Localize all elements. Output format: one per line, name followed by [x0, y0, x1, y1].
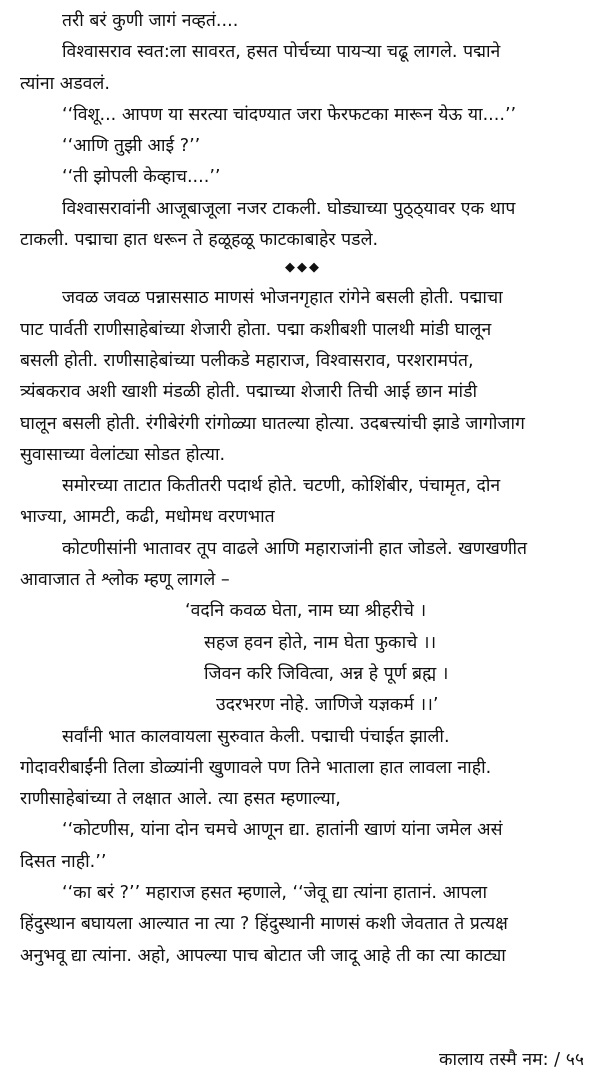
text-line: कोटणीसांनी भातावर तूप वाढले आणि महाराजांनी हात जोडले. खणखणीत: [62, 538, 528, 559]
text-line: सर्वांनी भात कालवायला सुरुवात केली. पद्माची पंचाईत झाली.: [62, 726, 450, 747]
text-line: समोरच्या ताटात कितीतरी पदार्थ होते. चटणी, कोशिंबीर, पंचामृत, दोन: [62, 476, 501, 497]
text-line: ‘‘कोटणीस, यांना दोन चमचे आणून द्या. हातांनी खाणं यांना जमेल असं: [62, 820, 503, 841]
text-line: विश्वासरावांनी आजूबाजूला नजर टाकली. घोड्याच्या पुठ्ठ्यावर एक थाप: [62, 198, 516, 219]
page-footer: कालाय तस्मै नम: / ५५: [439, 1050, 584, 1070]
text-line: ‘‘आणि तुझी आई ?’’: [62, 136, 201, 157]
section-divider: ◆◆◆: [285, 260, 321, 276]
text-line: त्यांना अडवलं.: [20, 73, 110, 94]
text-line: जवळ जवळ पन्नाससाठ माणसं भोजनगृहात रांगेने बसली होती. पद्माचा: [62, 288, 503, 309]
text-line: सुवासाच्या वेलांट्या सोडत होत्या.: [20, 444, 226, 465]
paragraph: [20, 194, 586, 257]
paragraph: [20, 100, 586, 131]
text-line: विश्वासराव स्वत:ला सावरत, हसत पोर्चच्या पायऱ्या चढू लागले. पद्माने: [62, 42, 501, 63]
section-3: [20, 722, 586, 972]
text-line: ‘‘ती झोपली केव्हाच....’’: [62, 167, 221, 188]
text-line: गोदावरीबाईंनी तिला डोळ्यांनी खुणावले पण तिने भाताला हात लावला नाही.: [20, 757, 492, 778]
verse-line: उदरभरण नोहे. जाणिजे यज्ञकर्म ।।’: [216, 695, 439, 716]
shloka-verse: [20, 596, 586, 721]
text-line: पाट पार्वती राणीसाहेबांच्या शेजारी होता. पद्मा कशीबशी पालथी मांडी घालून: [20, 319, 492, 340]
text-line: टाकली. पद्माचा हात धरून ते हळूहळू फाटकाबाहेर पडले.: [20, 230, 379, 251]
paragraph: [20, 162, 586, 193]
text-line: भाज्या, आमटी, कढी, मधोमध वरणभात: [20, 507, 275, 528]
section-1: [20, 6, 586, 256]
text-line: बसली होती. राणीसाहेबांच्या पलीकडे महाराज, विश्वासराव, परशरामपंत,: [20, 350, 474, 371]
text-line: ‘‘का बरं ?’’ महाराज हसत म्हणाले, ‘‘जेवू द्या त्यांना हातानं. आपला: [62, 883, 488, 904]
paragraph: [20, 878, 586, 972]
paragraph: [20, 283, 586, 471]
text-line: तरी बरं कुणी जागं नव्हतं....: [62, 11, 239, 31]
paragraph: [20, 722, 586, 816]
paragraph: [20, 37, 586, 100]
paragraph: [20, 471, 586, 534]
text-line: दिसत नाही.’’: [20, 851, 107, 872]
text-line: राणीसाहेबांच्या ते लक्षात आले. त्या हसत म्हणाल्या,: [20, 789, 341, 810]
paragraph: [20, 131, 586, 162]
section-2: [20, 283, 586, 596]
text-line: हिंदुस्थान बघायला आल्यात ना त्या ? हिंदुस्थानी माणसं कशी जेवतात ते प्रत्यक्ष: [20, 914, 508, 935]
text-line: आवाजात ते श्लोक म्हणू लागले –: [20, 570, 230, 591]
paragraph: [20, 815, 586, 878]
paragraph: [20, 6, 586, 37]
verse-line: जिवन करि जिवित्वा, अन्न हे पूर्ण ब्रह्म ।: [204, 663, 449, 684]
text-line: घालून बसली होती. रंगीबेरंगी रांगोळ्या घातल्या होत्या. उदबत्त्यांची झाडे जागोजाग: [20, 413, 525, 434]
verse-line: सहज हवन होते, नाम घेता फुकाचे ।।: [204, 632, 437, 653]
text-line: अनुभवू द्या त्यांना. अहो, आपल्या पाच बोटात जी जादू आहे ती का त्या काट्या: [20, 945, 506, 966]
text-line: ‘‘विशू... आपण या सरत्या चांदण्यात जरा फेरफटका मारून येऊ या....’’: [62, 104, 517, 125]
verse-line: ‘वदनि कवळ घेता, नाम घ्या श्रीहरीचे ।: [185, 601, 427, 622]
paragraph: [20, 534, 586, 597]
text-line: त्र्यंबकराव अशी खाशी मंडळी होती. पद्माच्या शेजारी तिची आई छान मांडी: [20, 382, 478, 403]
